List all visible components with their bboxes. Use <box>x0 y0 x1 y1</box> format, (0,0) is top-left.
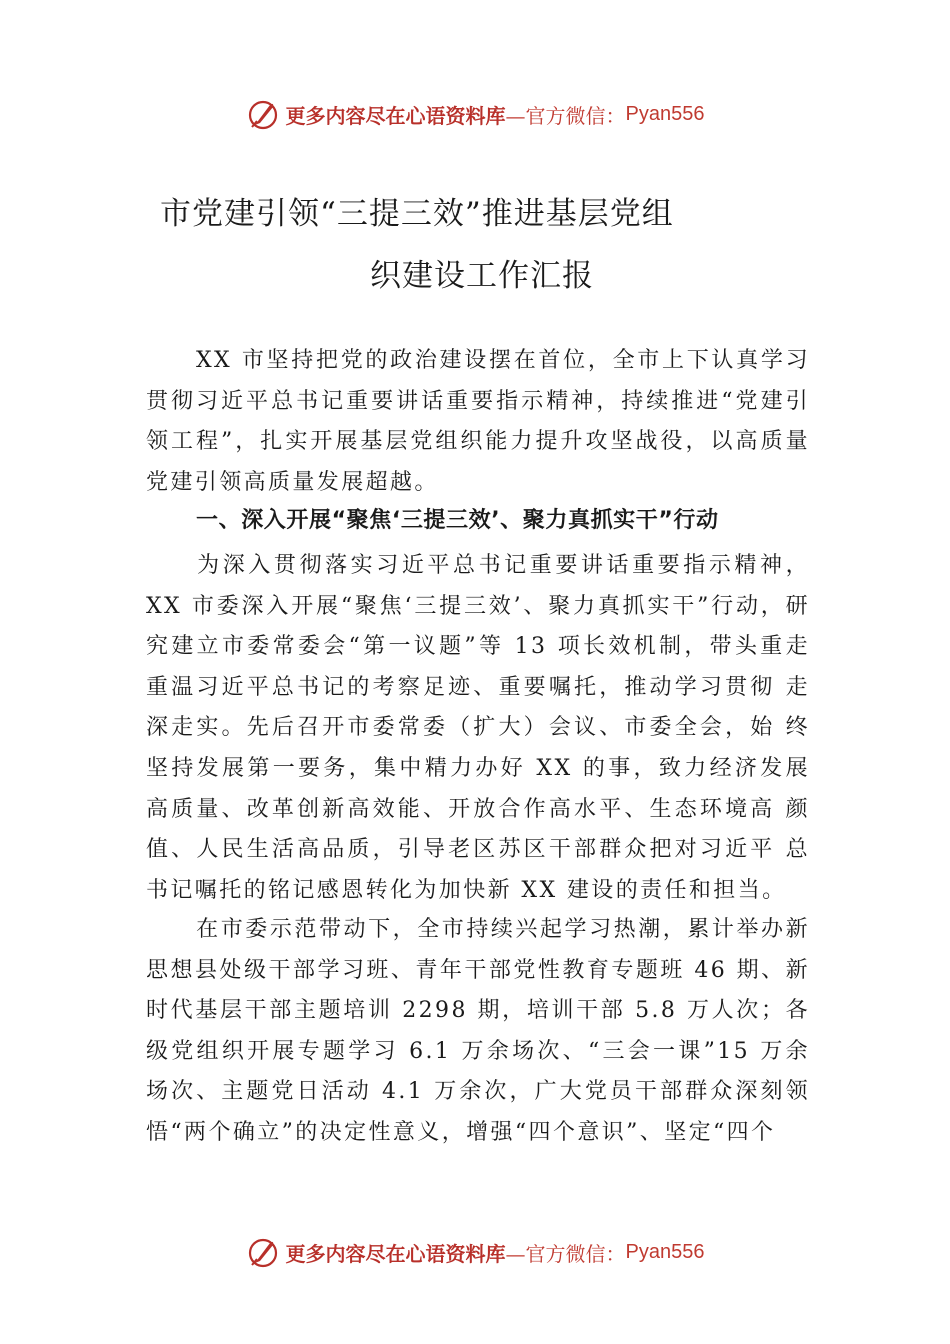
footer-banner <box>0 1232 950 1272</box>
section-1-paragraph-2-text: 在市委示范带动下，全市持续兴起学习热潮，累计举办新思想县处级干部学习班、青年干部党性教育专题班 46 期、新时代基层干部主题培训 2298 期，培训干部 5.8 万人次；各级党组织开展专题学习 6.1 万余场次、“三会一课”15 万余场次、主题党日活动 4.1 万余次，广大党员干部群众深刻领悟“两个确立”的决定性意义，增强“四个意识”、坚定“四个 <box>146 917 810 1145</box>
section-1-paragraph-2 <box>146 910 810 1154</box>
banner-separator-text: —官方微信： <box>505 1241 626 1266</box>
intro-paragraph-text: XX 市坚持把党的政治建设摆在首位，全市上下认真学习贯彻习近平总书记重要讲话重要指示精神，持续推进“党建引领工程”，扎实开展基层党组织能力提升攻坚战役，以高质量党建引领高质量发展超越。 <box>146 348 810 495</box>
document-title-line-1: 市党建引领“三提三效”推进基层党组 <box>160 196 674 232</box>
banner-wechat-id: Pyan556 <box>625 102 705 125</box>
intro-paragraph <box>146 341 810 503</box>
banner-separator-text: —官方微信： <box>505 103 626 128</box>
banner-brand-text: 更多内容尽在心语资料库 <box>285 103 506 128</box>
header-banner <box>0 94 950 134</box>
section-1-paragraph-1 <box>146 546 810 911</box>
banner-brand-text: 更多内容尽在心语资料库 <box>285 1241 506 1266</box>
section-1-heading: 一、深入开展“聚焦‘三提三效’、聚力真抓实干”行动 <box>196 508 719 533</box>
document-title-line-2: 织建设工作汇报 <box>370 258 594 294</box>
quill-pen-logo-icon <box>246 97 280 131</box>
banner-wechat-id: Pyan556 <box>625 1240 705 1263</box>
quill-pen-logo-icon <box>246 1235 280 1269</box>
section-1-paragraph-1-text: 为深入贯彻落实习近平总书记重要讲话重要指示精神，XX 市委深入开展“聚焦‘三提三效’、聚力真抓实干”行动，研究建立市委常委会“第一议题”等 13 项长效机制，带头重走重温习近平总书记的考察足迹、重要嘱托，推动学习贯彻 走深走实。先后召开市委常委（扩大）会议、市委全会，始 终坚持发展第一要务，集中精力办好 XX 的事，致力经济发展高质量、改革创新高效能、开放合作高水平、生态环境高 颜值、人民生活高品质，引导老区苏区干部群众把对习近平 总书记嘱托的铭记感恩转化为加快新 XX 建设的责任和担当。 <box>146 553 810 903</box>
